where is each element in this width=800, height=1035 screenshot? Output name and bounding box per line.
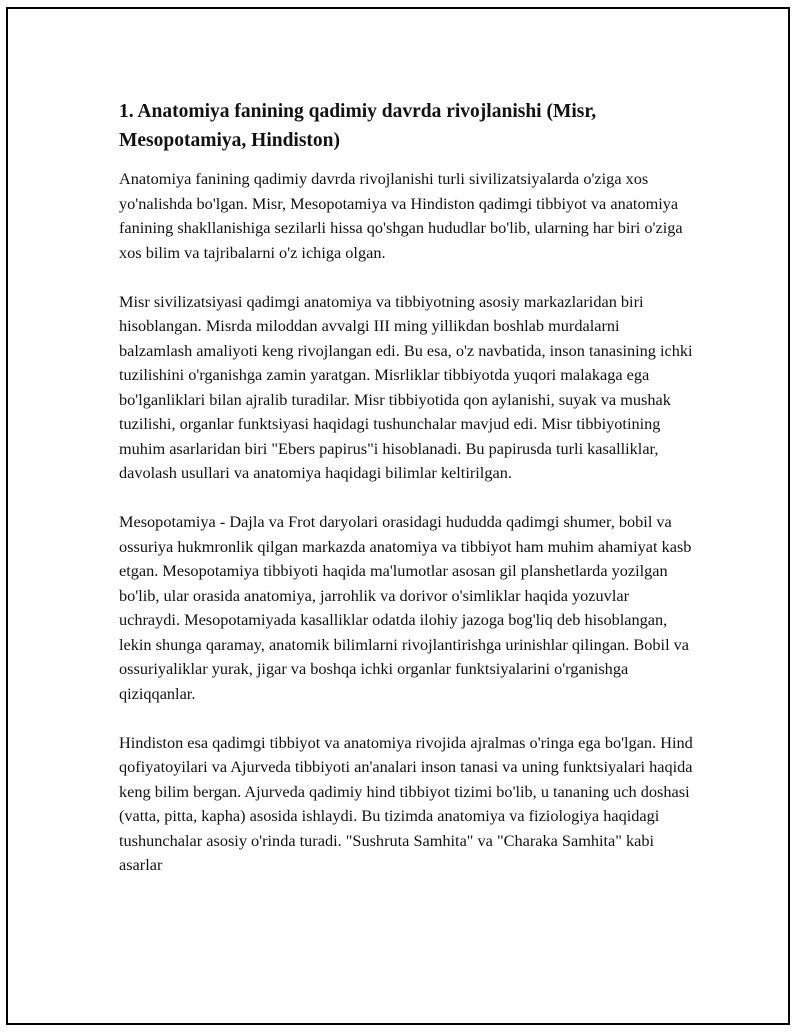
paragraph-intro: Anatomiya fanining qadimiy davrda rivojlanishi turli sivilizatsiyalarda o'ziga xos yo'nalishda bo'lgan. Misr, Mesopotamiya va Hindiston qadimgi tibbiyot va anatomiya fanining shakllanishiga sezilarli hissa qo'shgan hududlar bo'lib, ularning har biri o'ziga xos bilim va tajribalarni o'z ichiga olgan. <box>119 169 683 262</box>
paragraph-india: Hindiston esa qadimgi tibbiyot va anatomiya rivojida ajralmas o'ringa ega bo'lgan. Hind qofiyatoyilari va Ajurveda tibbiyoti an'analari inson tanasi va uning funktsiyalari haqida keng bilim bergan. Ajurveda qadimiy hind tibbiyot tizimi bo'lib, u tananing uch doshasi (vatta, pitta, kapha) asosida ishlaydi. Bu tizimda anatomiya va fiziologiya haqidagi tushunchalar asosiy o'rinda turadi. "Sushruta Samhita" va "Charaka Samhita" kabi asarlar <box>119 732 693 874</box>
section-heading: 1. Anatomiya fanining qadimiy davrda rivojlanishi (Misr, Mesopotamiya, Hindiston) <box>119 101 597 151</box>
paragraph-egypt: Misr sivilizatsiyasi qadimgi anatomiya va tibbiyotning asosiy markazlaridan biri hisoblangan. Misrda miloddan avvalgi III ming yillikdan boshlab murdalarni balzamlash amaliyoti keng rivojlangan edi. Bu esa, o'z navbatida, inson tanasining ichki tuzilishini o'rganishga zamin yaratgan. Misrliklar tibbiyotda yuqori malakaga ega bo'lganliklari bilan ajralib turadilar. Misr tibbiyotida qon aylanishi, suyak va mushak tuzilishi, organlar funktsiyasi haqidagi tushunchalar mavjud edi. Misr tibbiyotining muhim asarlaridan biri "Ebers papirus"i hisoblanadi. Bu papirusda turli kasalliklar, davolash usullari va anatomiya haqidagi bilimlar keltirilgan. <box>119 291 693 482</box>
paragraph-mesopotamia: Mesopotamiya - Dajla va Frot daryolari orasidagi hududda qadimgi shumer, bobil va ossuriya hukmronlik qilgan markazda anatomiya va tibbiyot ham muhim ahamiyat kasb etgan. Mesopotamiya tibbiyoti haqida ma'lumotlar asosan gil planshetlarda yozilgan bo'lib, ular orasida anatomiya, jarrohlik va dorivor o'simliklar haqida yozuvlar uchraydi. Mesopotamiyada kasalliklar odatda ilohiy jazoga bog'liq deb hisoblangan, lekin shunga qaramay, anatomik bilimlarni rivojlantirishga urinishlar qilingan. Bobil va ossuriyaliklar yurak, jigar va boshqa ichki organlar funktsiyalarini o'rganishga qiziqqanlar. <box>119 512 692 703</box>
document-content <box>119 97 694 902</box>
document-page <box>6 7 790 1025</box>
